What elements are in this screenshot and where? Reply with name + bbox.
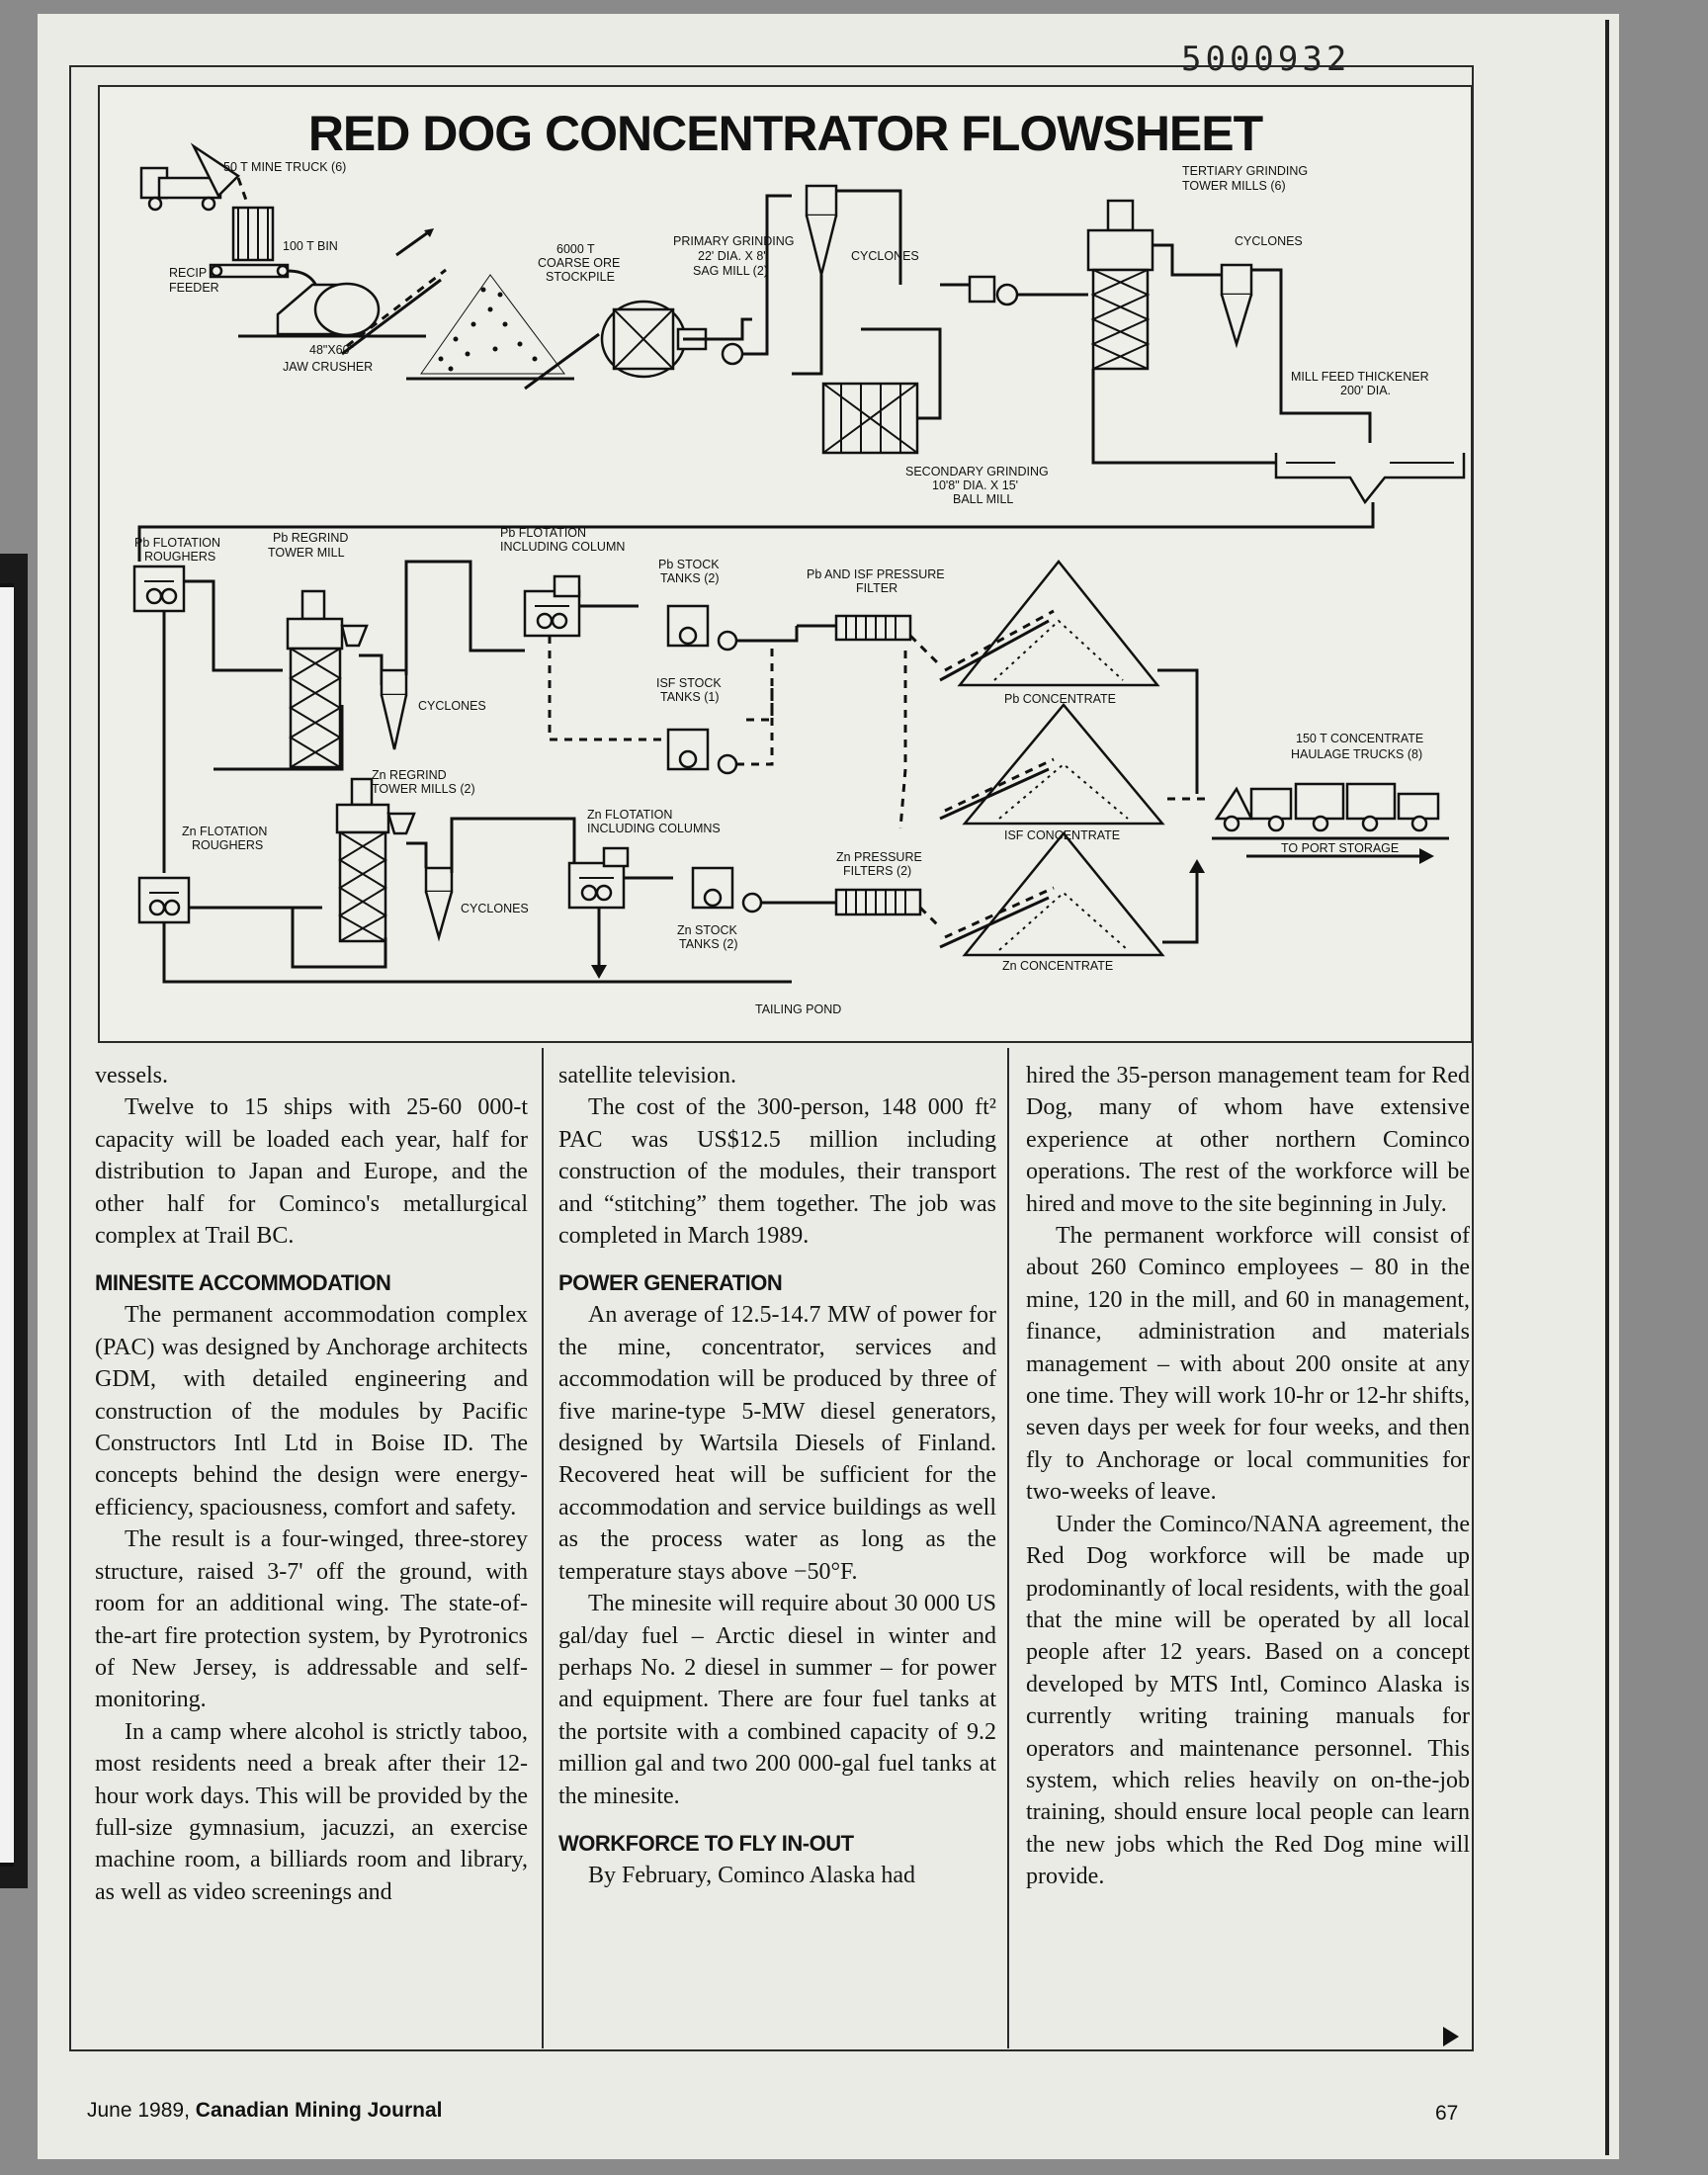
paragraph: hired the 35-person management team for Red Dog, many of whom have extensive experience at other northern Cominco operations. The rest of the workforce will be hired and move to the site beginning in July. (1026, 1063, 1470, 1217)
zn-concentrate-pile-icon (965, 833, 1162, 955)
recip-feeder-icon (211, 265, 288, 277)
label-pb-filter-2: FILTER (856, 581, 898, 595)
label-jaw-crusher-1: 48"X60" (309, 343, 355, 357)
column-rule (542, 1048, 544, 2048)
article-column-2 (558, 1060, 996, 1891)
paragraph: The cost of the 300-person, 148 000 ft² PAC was US$12.5 million including construction of the modules, their transport and “stitching” them together. The job was completed in March 1989. (558, 1094, 996, 1250)
label-thickener-2: 200' DIA. (1340, 384, 1392, 397)
page-number: 67 (1435, 2102, 1459, 2125)
zn-cyclone-icon (426, 868, 452, 937)
isf-stock-tanks-icon (668, 730, 736, 773)
label-primary-2: 22' DIA. X 8' (698, 249, 766, 263)
section-heading: WORKFORCE TO FLY IN-OUT (558, 1830, 854, 1856)
label-haulage-1: 150 T CONCENTRATE (1296, 732, 1424, 745)
tertiary-pump-icon (970, 277, 1017, 304)
paragraph: In a camp where alcohol is strictly taboo, most residents need a break after their 12-hour work days. This will be provided by the full-size gymnasium, jacuzzi, an exercise machine room, a billiards room and library, as well as video screenings and (95, 1718, 528, 1905)
label-zn-stock-1: Zn STOCK (677, 923, 737, 937)
label-pb-stock-2: TANKS (2) (660, 571, 720, 585)
label-jaw-crusher-2: JAW CRUSHER (283, 360, 374, 374)
mill-feed-thickener-icon (1276, 453, 1464, 502)
cyclone-icon (807, 186, 836, 275)
label-zn-columns-1: Zn FLOTATION (587, 808, 673, 822)
flowsheet-diagram (100, 87, 1471, 1041)
pump-icon (723, 344, 742, 364)
label-zn-columns-2: INCLUDING COLUMNS (587, 822, 721, 835)
label-cyclones-tertiary: CYCLONES (1235, 234, 1303, 248)
label-cyclones-primary: CYCLONES (851, 249, 919, 263)
paragraph: The permanent workforce will consist of about 260 Cominco employees – 80 in the mine, 120 in the mill, and 60 in management, finance, administration and materials management – with about 200 onsite at any one time. They will work 10-hr or 12-hr shifts, seven days per week for four weeks, and then fly to Anchorage or local communities for two-weeks of leave. (1026, 1223, 1470, 1506)
label-secondary-2: 10'8" DIA. X 15' (932, 478, 1019, 492)
label-zn-regrind-1: Zn REGRIND (372, 768, 447, 782)
label-secondary-1: SECONDARY GRINDING (905, 465, 1049, 478)
label-recip-feeder-2: FEEDER (169, 281, 219, 295)
label-zn-stock-2: TANKS (2) (679, 937, 738, 951)
pb-stock-tanks-icon (668, 606, 736, 650)
label-isf-stock-1: ISF STOCK (656, 676, 722, 690)
label-pb-column-2: INCLUDING COLUMN (500, 540, 626, 554)
label-zn-concentrate: Zn CONCENTRATE (1002, 959, 1114, 973)
jaw-crusher-icon (278, 284, 379, 335)
label-zn-filters-1: Zn PRESSURE (836, 850, 922, 864)
label-primary-1: PRIMARY GRINDING (673, 234, 795, 248)
label-pb-regrind-2: TOWER MILL (268, 546, 345, 560)
document-number: 5000932 (1181, 40, 1351, 79)
label-stockpile-2: COARSE ORE (538, 256, 621, 270)
label-zn-roughers-1: Zn FLOTATION (182, 825, 268, 838)
figure-title: RED DOG CONCENTRATOR FLOWSHEET (307, 106, 1263, 161)
label-tertiary-2: TOWER MILLS (6) (1182, 179, 1286, 193)
label-zn-roughers-2: ROUGHERS (192, 838, 264, 852)
ball-mill-icon (823, 384, 917, 453)
zn-column-cells-icon (569, 848, 628, 908)
label-pb-roughers-1: Pb FLOTATION (134, 536, 221, 550)
page-edge (1605, 20, 1609, 2155)
isf-concentrate-pile-icon (965, 705, 1162, 824)
label-isf-concentrate: ISF CONCENTRATE (1004, 828, 1121, 842)
label-secondary-3: BALL MILL (953, 492, 1014, 506)
footer-credit (87, 2099, 442, 2123)
pb-concentrate-pile-icon (960, 562, 1157, 685)
publication-name: Canadian Mining Journal (195, 2099, 443, 2122)
paragraph: The permanent accommodation complex (PAC) was designed by Anchorage architects GDM, with detailed engineering and construction of the modules by Pacific Constructors Intl Ltd in Boise ID. The concepts behind the design were energy-efficiency, spaciousness, comfort and safety. (95, 1302, 528, 1521)
label-zn-filters-2: FILTERS (2) (843, 864, 912, 878)
zn-stock-tanks-icon (693, 868, 761, 912)
section-heading: MINESITE ACCOMMODATION (95, 1270, 391, 1296)
label-pb-column-1: Pb FLOTATION (500, 526, 587, 540)
zn-flotation-roughers-icon (139, 878, 189, 922)
label-cyclones-pb: CYCLONES (418, 699, 486, 713)
label-stockpile-1: 6000 T (556, 242, 595, 256)
zn-regrind-tower-mills-icon (337, 779, 414, 941)
coarse-ore-stockpile-icon (421, 275, 564, 374)
label-pb-stock-1: Pb STOCK (658, 558, 720, 571)
paragraph: Under the Cominco/NANA agreement, the Red Dog workforce will be made up prodominantly of local residents, with the goal that the mine will be operated by all local people after 12 years. Based on a concept developed by MTS Intl, Cominco Alaska is currently writing training manuals for operators and maintenance personnel. This system, which relies heavily on on-the-job training, should ensure local people can learn the new jobs which the Red Dog mine will provide. (1026, 1511, 1470, 1890)
pb-regrind-tower-mill-icon (288, 591, 367, 767)
label-thickener-1: MILL FEED THICKENER (1291, 370, 1429, 384)
label-recip-feeder-1: RECIP (169, 266, 208, 280)
pb-column-cell-icon (525, 576, 579, 636)
paragraph: Twelve to 15 ships with 25-60 000-t capacity will be loaded each year, half for distribution to Japan and Europe, and the other half for Cominco's metallurgical complex at Trail BC. (95, 1094, 528, 1250)
paragraph: vessels. (95, 1063, 168, 1088)
label-tertiary-1: TERTIARY GRINDING (1182, 164, 1309, 178)
bin-icon (233, 208, 273, 260)
zn-pressure-filters-icon (836, 890, 920, 914)
label-tailing-pond: TAILING POND (755, 1002, 842, 1016)
mine-truck-icon (141, 146, 238, 210)
label-pb-regrind-1: Pb REGRIND (273, 531, 349, 545)
paragraph: satellite television. (558, 1063, 736, 1088)
label-isf-stock-2: TANKS (1) (660, 690, 720, 704)
label-cyclones-zn: CYCLONES (461, 902, 529, 915)
pb-isf-pressure-filter-icon (836, 616, 910, 640)
label-pb-filter-1: Pb AND ISF PRESSURE (807, 567, 945, 581)
paragraph: The result is a four-winged, three-storey structure, raised 3-7' off the ground, with room for an additional wing. The state-of-the-art fire protection system, by Pyrotronics of New Jersey, is addressable and self-monitoring. (95, 1526, 528, 1713)
article-column-3 (1026, 1060, 1470, 1893)
label-primary-3: SAG MILL (2) (693, 264, 768, 278)
flowsheet-figure (98, 85, 1473, 1043)
label-mine-truck: 50 T MINE TRUCK (6) (223, 160, 347, 174)
label-pb-concentrate: Pb CONCENTRATE (1004, 692, 1116, 706)
section-heading: POWER GENERATION (558, 1270, 783, 1296)
tertiary-cyclone-icon (1222, 265, 1251, 344)
label-pb-roughers-2: ROUGHERS (144, 550, 216, 564)
label-zn-regrind-2: TOWER MILLS (2) (372, 782, 475, 796)
article-column-1 (95, 1060, 528, 1908)
label-port-storage: TO PORT STORAGE (1281, 841, 1400, 855)
column-rule (1007, 1048, 1009, 2048)
scan-edge-gap (0, 583, 14, 1867)
tertiary-tower-mill-icon (1088, 201, 1153, 369)
label-bin: 100 T BIN (283, 239, 338, 253)
paragraph: An average of 12.5-14.7 MW of power for the mine, concentrator, services and accommodation will be produced by three of five marine-type 5-MW diesel generators, designed by Wartsila Diesels of Finland. Recovered heat will be sufficient for the accommodation and service buildings as well as the process water as long as the temperature stays above −50°F. (558, 1302, 996, 1585)
continue-arrow-icon (1443, 2027, 1459, 2046)
pb-cyclone-icon (382, 670, 406, 749)
haulage-trucks-icon (1217, 784, 1438, 830)
pb-flotation-roughers-icon (134, 566, 184, 611)
issue-date: June 1989, (87, 2099, 190, 2122)
paragraph: By February, Cominco Alaska had (588, 1862, 916, 1888)
label-haulage-2: HAULAGE TRUCKS (8) (1291, 747, 1423, 761)
paragraph: The minesite will require about 30 000 US gal/day fuel – Arctic diesel in winter and perhaps No. 2 diesel in summer – for power and equipment. There are four fuel tanks at the portsite with a combined capacity of 9.2 million gal and two 200 000-gal fuel tanks at the minesite. (558, 1591, 996, 1809)
label-stockpile-3: STOCKPILE (546, 270, 615, 284)
